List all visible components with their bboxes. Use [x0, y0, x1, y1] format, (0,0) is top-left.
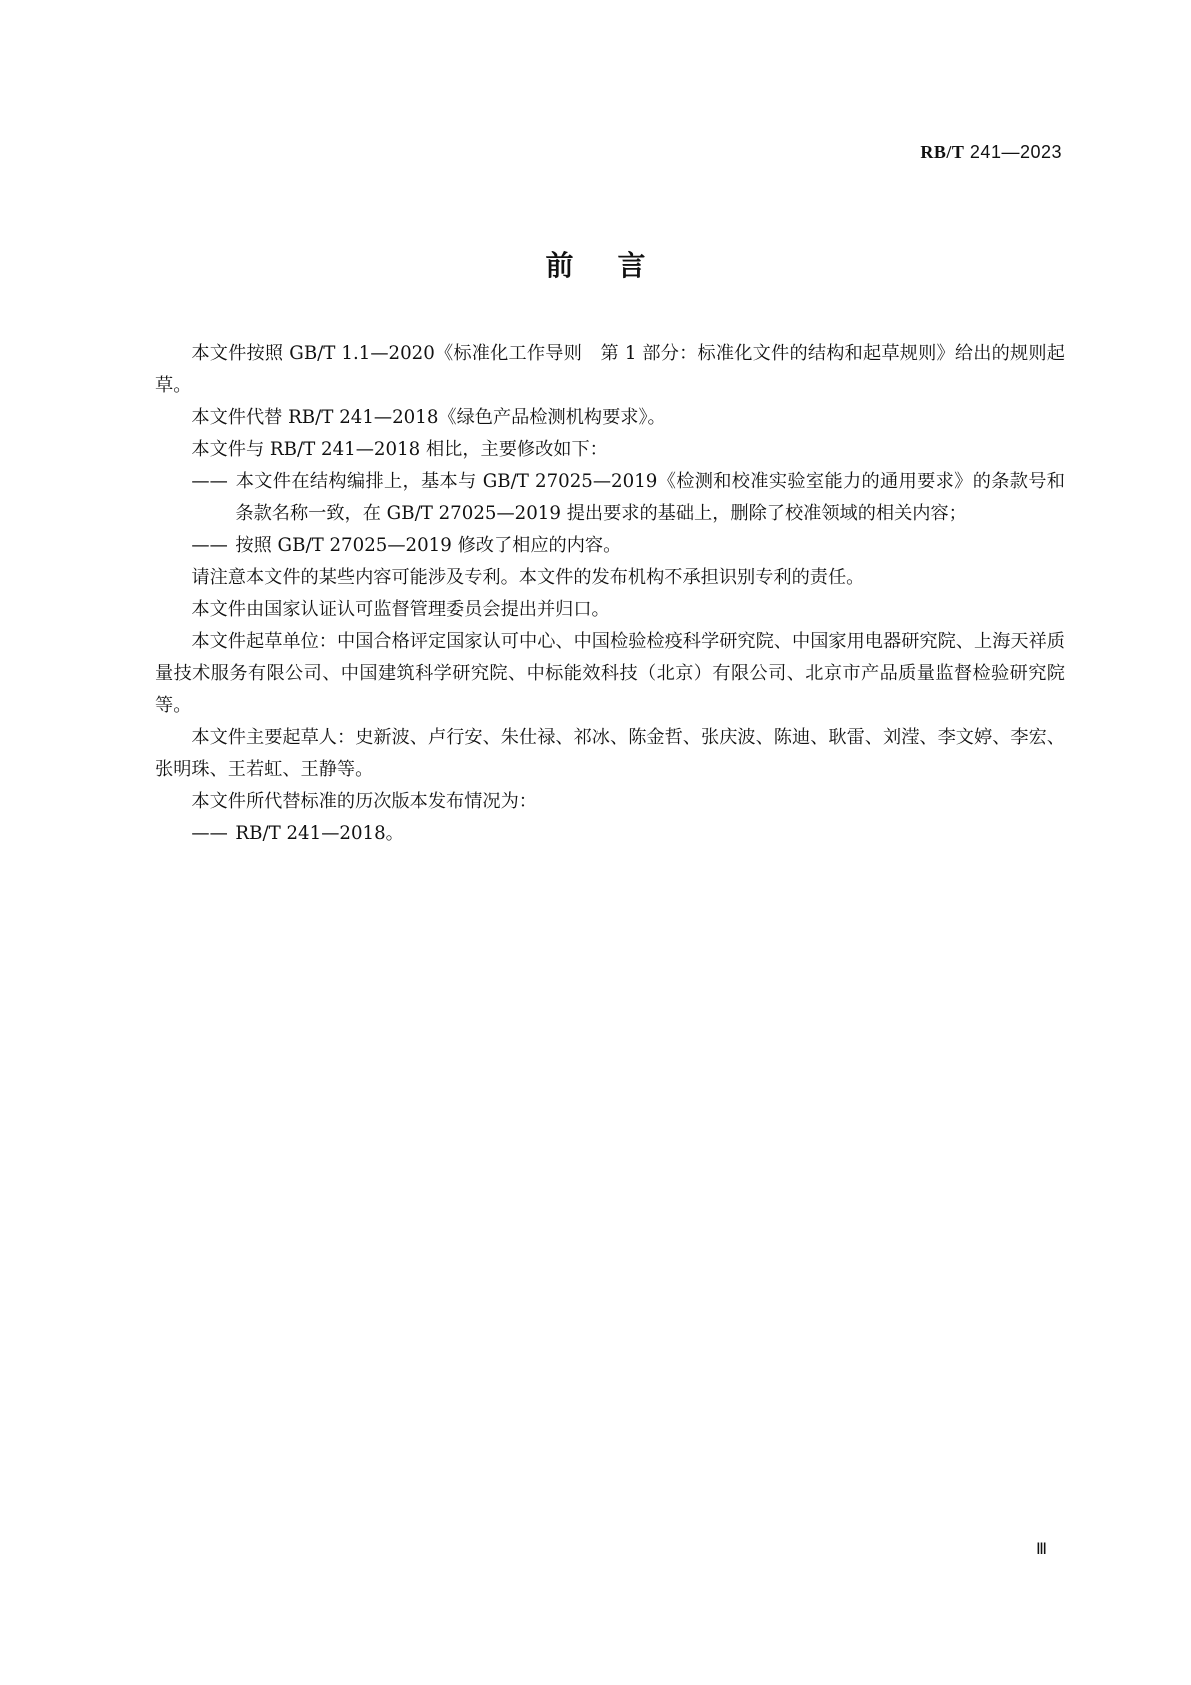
paragraph-drafters: 本文件主要起草人：史新波、卢行安、朱仕禄、祁冰、陈金哲、张庆波、陈迪、耿雷、刘滢、李文婷、李宏、张明珠、王若虹、王静等。 — [155, 727, 1065, 780]
paragraph-drafting-rules: 本文件按照 GB/T 1.1—2020《标准化工作导则 第 1 部分：标准化文件的结构和起草规则》给出的规则起草。 — [155, 343, 1065, 396]
dash-item-text: 按照 GB/T 27025—2019 修改了相应的内容。 — [235, 535, 622, 556]
paragraph-patent-notice: 请注意本文件的某些内容可能涉及专利。本文件的发布机构不承担识别专利的责任。 — [191, 567, 865, 588]
page-title-part2: 言 — [617, 249, 646, 282]
dash-mark: —— — [191, 823, 228, 844]
dash-mark: —— — [191, 535, 228, 556]
document-code-number: 241—2023 — [969, 142, 1062, 162]
document-code-prefix: RB/T — [920, 142, 965, 162]
document-code — [920, 142, 1062, 163]
paragraph-history-intro: 本文件所代替标准的历次版本发布情况为： — [191, 791, 537, 812]
dash-mark: —— — [191, 471, 228, 492]
paragraph-changes-intro: 本文件与 RB/T 241—2018 相比，主要修改如下： — [191, 439, 608, 460]
dash-item-text: RB/T 241—2018。 — [235, 823, 404, 844]
foreword-body — [155, 338, 1065, 850]
dash-item-history — [155, 818, 1065, 850]
dash-item-text: 本文件在结构编排上，基本与 GB/T 27025—2019《检测和校准实验室能力的通用要求》的条款号和条款名称一致，在 GB/T 27025—2019 提出要求的基础上，删除了校准领域的相关内容； — [235, 471, 1065, 524]
dash-item-structure — [155, 466, 1065, 530]
paragraph-replaces: 本文件代替 RB/T 241—2018《绿色产品检测机构要求》。 — [191, 407, 666, 428]
paragraph-proposer: 本文件由国家认证认可监督管理委员会提出并归口。 — [191, 599, 610, 620]
dash-item-content — [155, 530, 1065, 562]
page-title — [0, 244, 1191, 284]
paragraph-drafting-units: 本文件起草单位：中国合格评定国家认可中心、中国检验检疫科学研究院、中国家用电器研究院、上海天祥质量技术服务有限公司、中国建筑科学研究院、中标能效科技（北京）有限公司、北京市产品质量监督检验研究院等。 — [155, 631, 1065, 716]
page-title-part1: 前 — [545, 249, 574, 282]
page-number: Ⅲ — [1036, 1541, 1048, 1558]
